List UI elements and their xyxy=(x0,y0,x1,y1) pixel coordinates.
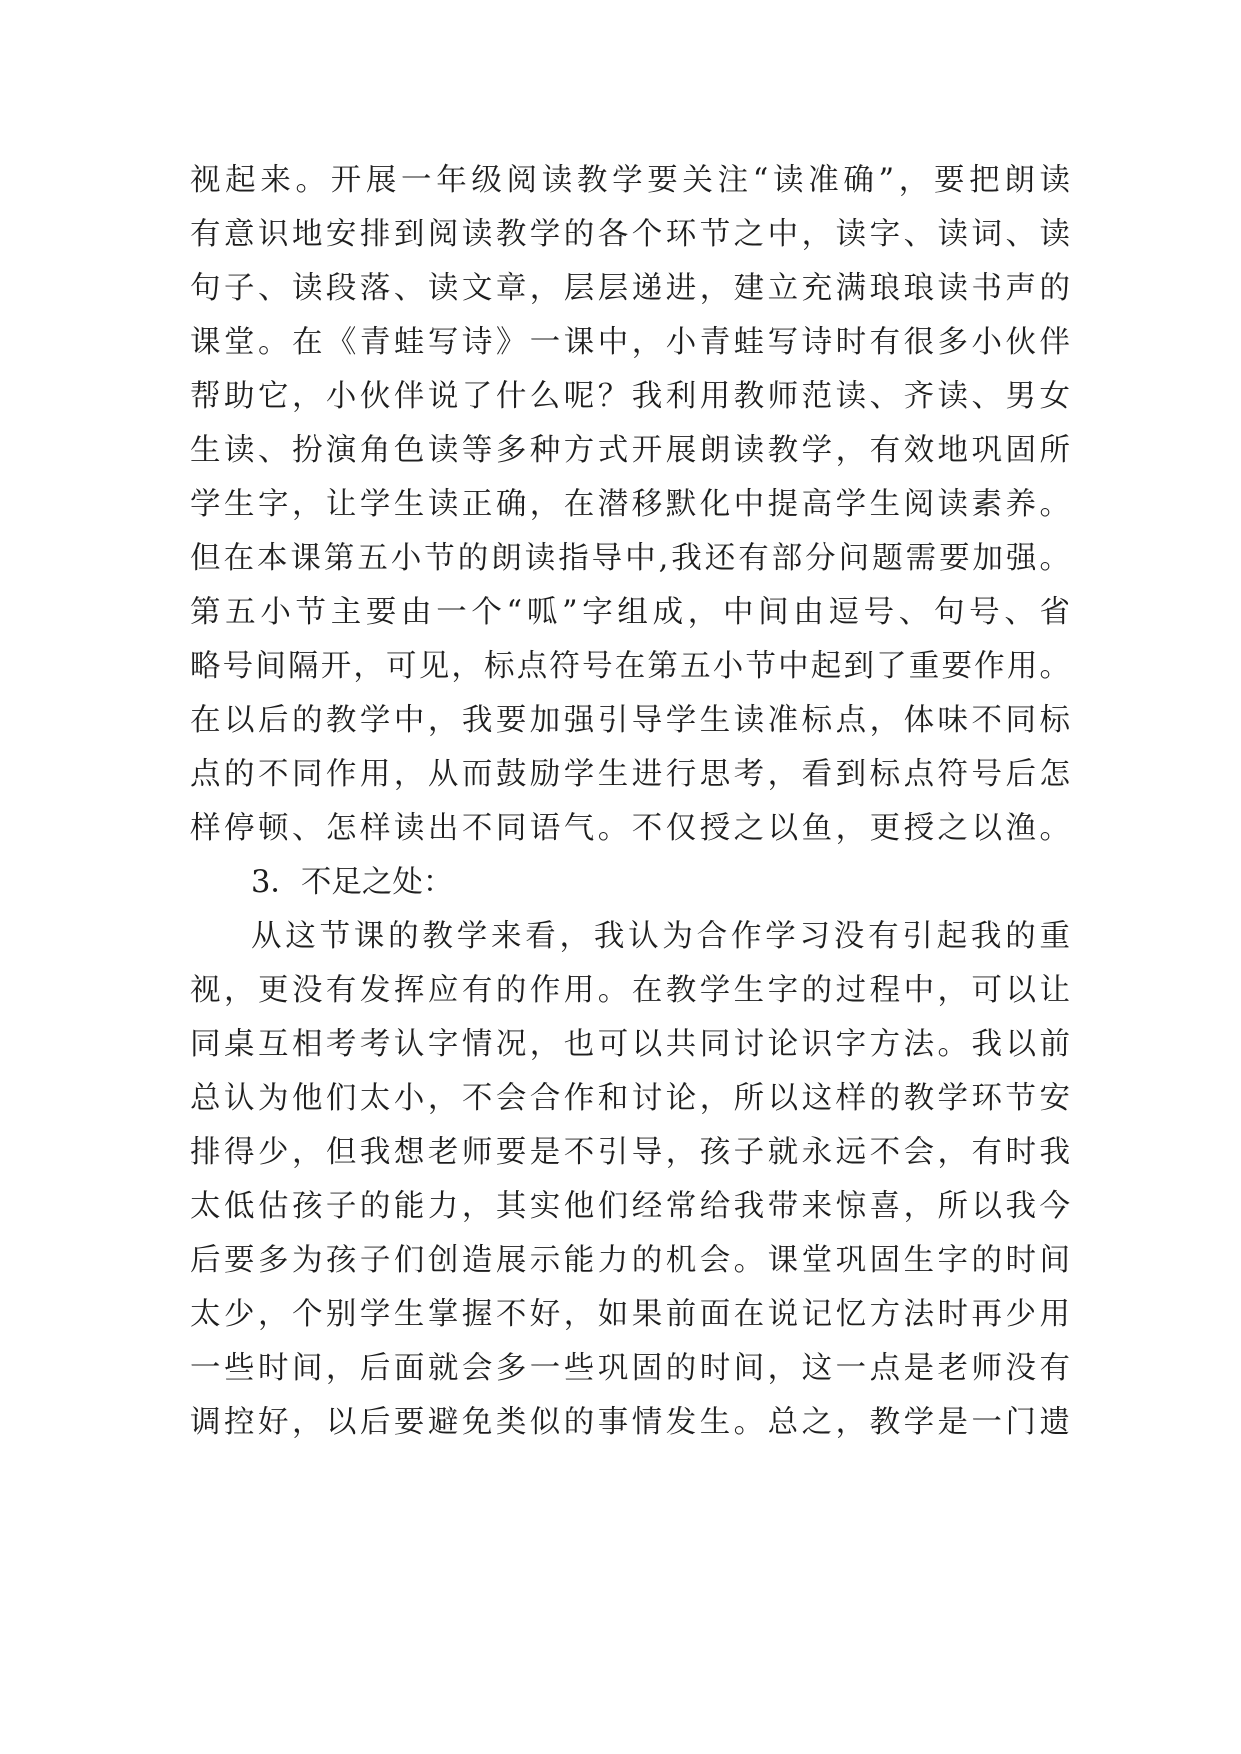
text-line: 太低估孩子的能力，其实他们经常给我带来惊喜，所以我今 xyxy=(190,1189,1070,1224)
text-line: 点的不同作用，从而鼓励学生进行思考，看到标点符号后怎 xyxy=(190,757,1070,792)
text-line: 课堂。在《青蛙写诗》一课中，小青蛙写诗时有很多小伙伴 xyxy=(190,325,1070,360)
text-line: 在以后的教学中，我要加强引导学生读准标点，体味不同标 xyxy=(190,703,1070,738)
text-line: 排得少，但我想老师要是不引导，孩子就永远不会，有时我 xyxy=(190,1135,1070,1170)
text-line: 有意识地安排到阅读教学的各个环节之中，读字、读词、读 xyxy=(190,217,1070,252)
text-line: 同桌互相考考认字情况，也可以共同讨论识字方法。我以前 xyxy=(190,1027,1070,1062)
text-line: 但在本课第五小节的朗读指导中,我还有部分问题需要加强。 xyxy=(190,541,1070,576)
text-line: 后要多为孩子们创造展示能力的机会。课堂巩固生字的时间 xyxy=(190,1243,1070,1278)
text-line: 样停顿、怎样读出不同语气。不仅授之以鱼，更授之以渔。 xyxy=(190,811,1070,846)
text-line: 生读、扮演角色读等多种方式开展朗读教学，有效地巩固所 xyxy=(190,433,1070,468)
text-line: 调控好，以后要避免类似的事情发生。总之，教学是一门遗 xyxy=(190,1405,1070,1440)
text-line: 一些时间，后面就会多一些巩固的时间，这一点是老师没有 xyxy=(190,1351,1070,1386)
text-line: 视，更没有发挥应有的作用。在教学生字的过程中，可以让 xyxy=(190,973,1070,1008)
text-line: 总认为他们太小，不会合作和讨论，所以这样的教学环节安 xyxy=(190,1081,1070,1116)
text-line: 太少，个别学生掌握不好，如果前面在说记忆方法时再少用 xyxy=(190,1297,1070,1332)
text-line: 略号间隔开，可见，标点符号在第五小节中起到了重要作用。 xyxy=(190,649,1070,684)
section-heading: 3．不足之处： xyxy=(251,865,454,900)
paragraph-first-line: 从这节课的教学来看，我认为合作学习没有引起我的重 xyxy=(251,919,1070,954)
text-line: 句子、读段落、读文章，层层递进，建立充满琅琅读书声的 xyxy=(190,271,1070,306)
text-line: 视起来。开展一年级阅读教学要关注“读准确”，要把朗读 xyxy=(190,163,1070,198)
text-line: 学生字，让学生读正确，在潜移默化中提高学生阅读素养。 xyxy=(190,487,1070,522)
body-text xyxy=(190,154,1070,1450)
text-line: 帮助它，小伙伴说了什么呢？我利用教师范读、齐读、男女 xyxy=(190,379,1070,414)
text-line: 第五小节主要由一个“呱”字组成，中间由逗号、句号、省 xyxy=(190,595,1070,630)
